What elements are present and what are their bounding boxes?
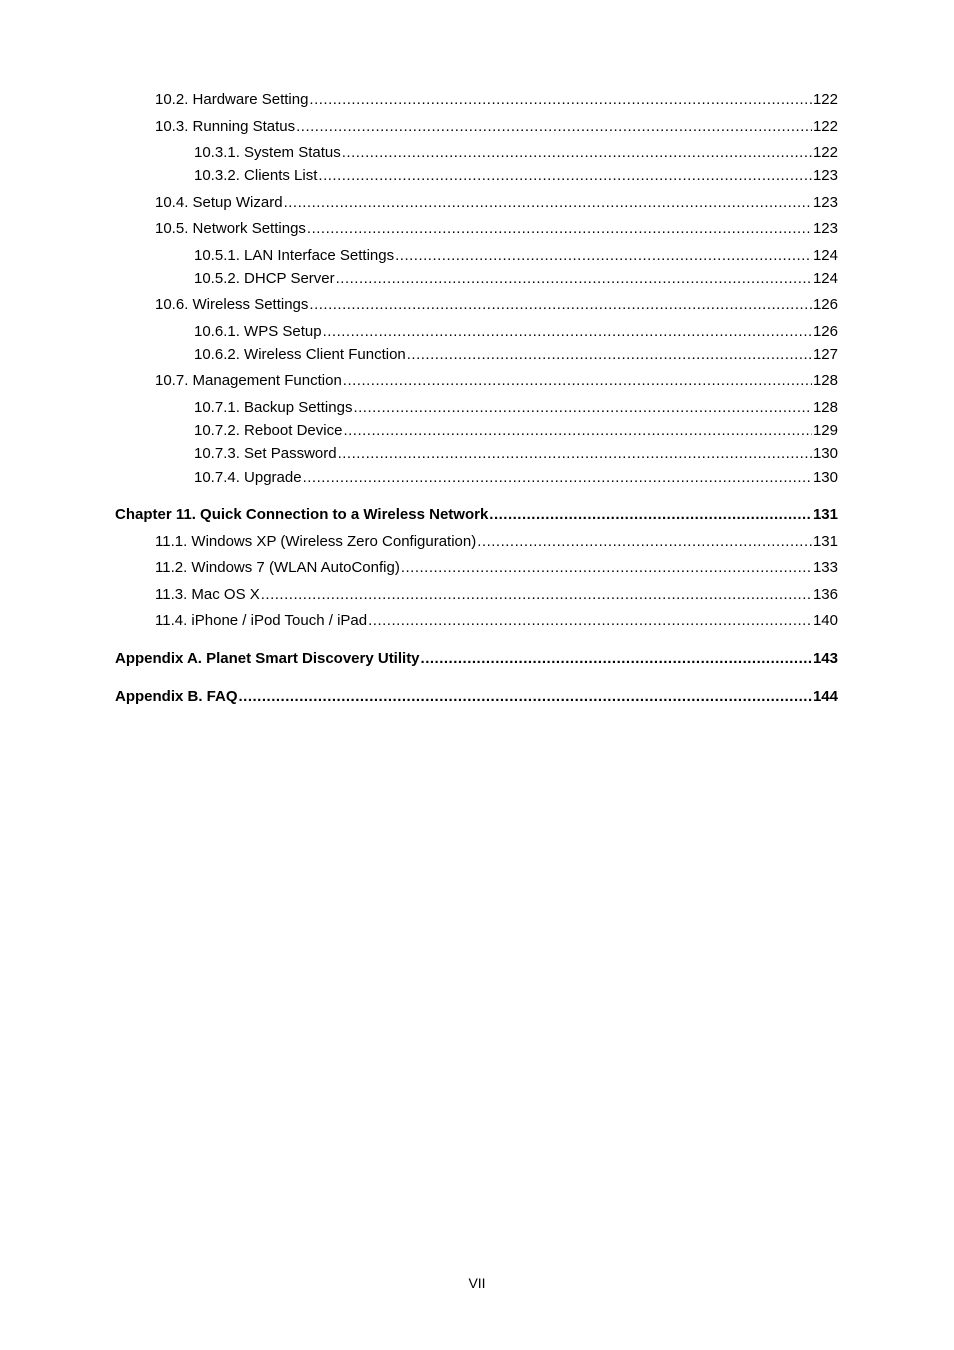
toc-entry-label: 10.7.1. Backup Settings bbox=[194, 399, 353, 416]
toc-entry-page: 140 bbox=[812, 612, 838, 629]
toc-leader-dots bbox=[261, 586, 812, 604]
toc-entry[interactable] bbox=[194, 270, 838, 288]
toc-entry[interactable] bbox=[155, 194, 838, 212]
toc-entry[interactable] bbox=[155, 220, 838, 238]
toc-entry-label: 10.3.1. System Status bbox=[194, 144, 341, 161]
toc-entry-page: 124 bbox=[812, 270, 838, 287]
toc-entry-label: Appendix A. Planet Smart Discovery Utility bbox=[115, 650, 420, 667]
toc-entry-page: 126 bbox=[812, 296, 838, 313]
toc-entry[interactable] bbox=[155, 586, 838, 604]
toc-entry[interactable] bbox=[155, 612, 838, 630]
toc-appendix-entry[interactable] bbox=[115, 650, 838, 668]
toc-entry[interactable] bbox=[155, 533, 838, 551]
toc-leader-dots bbox=[353, 399, 812, 417]
toc-entry-page: 131 bbox=[812, 506, 838, 523]
toc-leader-dots bbox=[303, 469, 812, 487]
toc-entry-label: 10.3. Running Status bbox=[155, 118, 296, 135]
toc-entry-page: 123 bbox=[812, 194, 838, 211]
toc-entry-page: 131 bbox=[812, 533, 838, 550]
toc-entry-label: 11.4. iPhone / iPod Touch / iPad bbox=[155, 612, 368, 629]
toc-entry-label: Appendix B. FAQ bbox=[115, 688, 238, 705]
toc-leader-dots bbox=[296, 118, 812, 136]
toc-entry-page: 123 bbox=[812, 220, 838, 237]
toc-entry[interactable] bbox=[194, 167, 838, 185]
toc-leader-dots bbox=[407, 346, 812, 364]
toc-entry[interactable] bbox=[194, 422, 838, 440]
toc-entry-label: 10.7. Management Function bbox=[155, 372, 342, 389]
toc-leader-dots bbox=[421, 650, 812, 668]
toc-leader-dots bbox=[477, 533, 812, 551]
toc-entry-label: Chapter 11. Quick Connection to a Wireless Network bbox=[115, 506, 489, 523]
toc-leader-dots bbox=[342, 144, 812, 162]
toc-entry-page: 122 bbox=[812, 144, 838, 161]
toc-entry-label: 10.7.2. Reboot Device bbox=[194, 422, 343, 439]
toc-entry[interactable] bbox=[155, 118, 838, 136]
toc-entry[interactable] bbox=[194, 399, 838, 417]
toc-appendix-entry[interactable] bbox=[115, 688, 838, 706]
toc-leader-dots bbox=[338, 445, 812, 463]
toc-entry-page: 143 bbox=[812, 650, 838, 667]
toc-chapter-entry[interactable] bbox=[115, 506, 838, 524]
toc-entry-page: 122 bbox=[812, 91, 838, 108]
toc-entry-label: 10.2. Hardware Setting bbox=[155, 91, 309, 108]
toc-leader-dots bbox=[239, 688, 812, 706]
toc-entry[interactable] bbox=[155, 296, 838, 314]
toc-entry-page: 122 bbox=[812, 118, 838, 135]
toc-entry-page: 136 bbox=[812, 586, 838, 603]
toc-entry-page: 129 bbox=[812, 422, 838, 439]
toc-leader-dots bbox=[368, 612, 812, 630]
toc-entry-page: 128 bbox=[812, 399, 838, 416]
toc-entry[interactable] bbox=[194, 346, 838, 364]
toc-leader-dots bbox=[395, 247, 812, 265]
toc-leader-dots bbox=[323, 323, 812, 341]
toc-entry-label: 10.3.2. Clients List bbox=[194, 167, 318, 184]
toc-entry-page: 144 bbox=[812, 688, 838, 705]
toc-entry-page: 130 bbox=[812, 469, 838, 486]
toc-entry-page: 130 bbox=[812, 445, 838, 462]
toc-entry[interactable] bbox=[194, 469, 838, 487]
toc-entry-label: 11.1. Windows XP (Wireless Zero Configuration) bbox=[155, 533, 477, 550]
toc-entry-page: 133 bbox=[812, 559, 838, 576]
toc-entry-page: 123 bbox=[812, 167, 838, 184]
toc-entry-label: 11.3. Mac OS X bbox=[155, 586, 260, 603]
toc-entry-label: 10.5. Network Settings bbox=[155, 220, 306, 237]
toc-entry-label: 10.7.3. Set Password bbox=[194, 445, 337, 462]
toc-entry[interactable] bbox=[194, 445, 838, 463]
toc-leader-dots bbox=[309, 296, 812, 314]
toc-entry[interactable] bbox=[155, 559, 838, 577]
toc-entry[interactable] bbox=[194, 247, 838, 265]
toc-entry-label: 10.7.4. Upgrade bbox=[194, 469, 302, 486]
toc-leader-dots bbox=[489, 506, 812, 524]
toc-leader-dots bbox=[401, 559, 812, 577]
toc-leader-dots bbox=[284, 194, 812, 212]
toc-entry[interactable] bbox=[155, 91, 838, 109]
toc-entry-label: 10.6.1. WPS Setup bbox=[194, 323, 322, 340]
toc-entry[interactable] bbox=[155, 372, 838, 390]
toc-entry-page: 128 bbox=[812, 372, 838, 389]
toc-entry-label: 10.4. Setup Wizard bbox=[155, 194, 283, 211]
toc-leader-dots bbox=[307, 220, 812, 238]
toc-leader-dots bbox=[336, 270, 812, 288]
toc-entry-label: 11.2. Windows 7 (WLAN AutoConfig) bbox=[155, 559, 400, 576]
page-number: VII bbox=[468, 1275, 486, 1291]
toc-entry-label: 10.6. Wireless Settings bbox=[155, 296, 309, 313]
toc-entry-label: 10.5.1. LAN Interface Settings bbox=[194, 247, 395, 264]
toc-leader-dots bbox=[343, 422, 812, 440]
toc-leader-dots bbox=[309, 91, 812, 109]
toc-leader-dots bbox=[343, 372, 812, 390]
toc-entry-page: 126 bbox=[812, 323, 838, 340]
toc-leader-dots bbox=[318, 167, 812, 185]
toc-entry[interactable] bbox=[194, 144, 838, 162]
toc-entry-page: 124 bbox=[812, 247, 838, 264]
toc-entry[interactable] bbox=[194, 323, 838, 341]
toc-entry-label: 10.5.2. DHCP Server bbox=[194, 270, 335, 287]
toc-entry-label: 10.6.2. Wireless Client Function bbox=[194, 346, 406, 363]
toc-entry-page: 127 bbox=[812, 346, 838, 363]
